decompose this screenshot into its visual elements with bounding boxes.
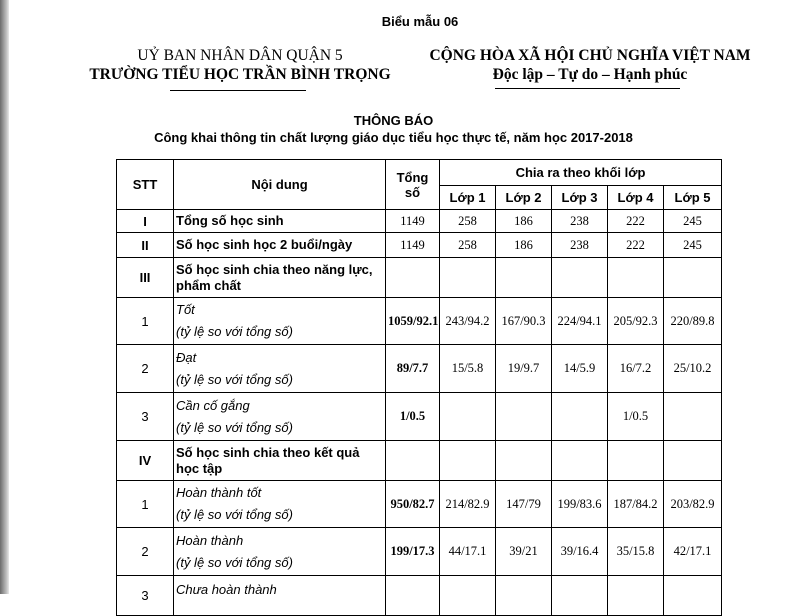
row-total: 950/82.7 bbox=[386, 481, 440, 528]
row-grade-value bbox=[496, 441, 552, 481]
row-label: Đạt bbox=[176, 349, 197, 365]
row-grade-value bbox=[552, 576, 608, 616]
row-grade-value: 186 bbox=[496, 233, 552, 258]
page-shadow bbox=[0, 0, 9, 594]
row-ratio-note: (tỷ lệ so với tổng số) bbox=[176, 419, 293, 435]
header-grade: Lớp 4 bbox=[608, 186, 664, 210]
row-total: 1059/92.1 bbox=[386, 298, 440, 345]
header-grade: Lớp 5 bbox=[664, 186, 722, 210]
school-name: TRƯỜNG TIỂU HỌC TRẦN BÌNH TRỌNG bbox=[89, 66, 391, 83]
row-content bbox=[174, 528, 386, 576]
row-content bbox=[174, 345, 386, 393]
header-grade: Lớp 3 bbox=[552, 186, 608, 210]
row-grade-value: 243/94.2 bbox=[440, 298, 496, 345]
table-row bbox=[117, 441, 722, 481]
row-grade-value: 147/79 bbox=[496, 481, 552, 528]
row-content bbox=[174, 258, 386, 298]
row-label: Số học sinh chia theo kết quả học tập bbox=[176, 444, 360, 476]
row-grade-value: 25/10.2 bbox=[664, 345, 722, 393]
row-total: 1149 bbox=[386, 233, 440, 258]
header-left bbox=[70, 46, 410, 84]
document-title: THÔNG BÁO bbox=[353, 113, 434, 128]
row-grade-value: 224/94.1 bbox=[552, 298, 608, 345]
row-grade-value bbox=[440, 393, 496, 441]
header-grade-group: Chia ra theo khối lớp bbox=[440, 160, 722, 186]
row-grade-value bbox=[664, 576, 722, 616]
header-grade: Lớp 2 bbox=[496, 186, 552, 210]
table-body bbox=[117, 210, 722, 616]
row-content bbox=[174, 298, 386, 345]
row-content bbox=[174, 481, 386, 528]
row-total: 89/7.7 bbox=[386, 345, 440, 393]
row-stt: IV bbox=[117, 441, 174, 481]
document-subtitle: Công khai thông tin chất lượng giáo dục tiểu học thực tế, năm học 2017-2018 bbox=[154, 130, 633, 145]
row-ratio-note: (tỷ lệ so với tổng số) bbox=[176, 554, 293, 570]
quality-table bbox=[116, 159, 722, 616]
row-grade-value bbox=[664, 258, 722, 298]
row-stt: 1 bbox=[117, 298, 174, 345]
row-stt: 2 bbox=[117, 345, 174, 393]
row-grade-value bbox=[664, 393, 722, 441]
table-row bbox=[117, 210, 722, 233]
row-label: Chưa hoàn thành bbox=[176, 582, 277, 597]
header-stt: STT bbox=[117, 160, 174, 210]
row-content bbox=[174, 576, 386, 616]
row-stt: 2 bbox=[117, 528, 174, 576]
table-row bbox=[117, 258, 722, 298]
row-total: 1/0.5 bbox=[386, 393, 440, 441]
header-content: Nội dung bbox=[174, 160, 386, 210]
row-grade-value bbox=[496, 576, 552, 616]
row-grade-value: 203/82.9 bbox=[664, 481, 722, 528]
row-content bbox=[174, 441, 386, 481]
row-grade-value bbox=[440, 576, 496, 616]
row-stt: I bbox=[117, 210, 174, 233]
row-label: Số học sinh chia theo năng lực, phẩm chất bbox=[176, 261, 373, 293]
table-row bbox=[117, 481, 722, 528]
row-grade-value bbox=[608, 441, 664, 481]
row-grade-value: 1/0.5 bbox=[608, 393, 664, 441]
table-row bbox=[117, 298, 722, 345]
row-grade-value: 238 bbox=[552, 233, 608, 258]
row-grade-value: 14/5.9 bbox=[552, 345, 608, 393]
row-total: 1149 bbox=[386, 210, 440, 233]
table-row bbox=[117, 528, 722, 576]
row-stt: 3 bbox=[117, 576, 174, 616]
row-total bbox=[386, 441, 440, 481]
row-stt: 3 bbox=[117, 393, 174, 441]
row-content bbox=[174, 210, 386, 233]
row-grade-value: 39/16.4 bbox=[552, 528, 608, 576]
row-total bbox=[386, 258, 440, 298]
row-grade-value: 42/17.1 bbox=[664, 528, 722, 576]
header-grade: Lớp 1 bbox=[440, 186, 496, 210]
row-grade-value: 220/89.8 bbox=[664, 298, 722, 345]
row-grade-value: 214/82.9 bbox=[440, 481, 496, 528]
row-grade-value bbox=[552, 258, 608, 298]
row-grade-value: 44/17.1 bbox=[440, 528, 496, 576]
row-label: Tốt bbox=[176, 302, 195, 317]
row-grade-value bbox=[496, 393, 552, 441]
row-grade-value: 222 bbox=[608, 210, 664, 233]
header-total: Tổng số bbox=[386, 160, 440, 210]
row-stt: 1 bbox=[117, 481, 174, 528]
row-grade-value: 15/5.8 bbox=[440, 345, 496, 393]
table-row bbox=[117, 576, 722, 616]
row-label: Số học sinh học 2 buổi/ngày bbox=[176, 237, 353, 252]
row-content bbox=[174, 393, 386, 441]
country-name: CỘNG HÒA XÃ HỘI CHỦ NGHĨA VIỆT NAM bbox=[429, 47, 751, 64]
row-grade-value: 245 bbox=[664, 233, 722, 258]
motto: Độc lập – Tự do – Hạnh phúc bbox=[492, 66, 688, 83]
row-stt: III bbox=[117, 258, 174, 298]
row-grade-value bbox=[664, 441, 722, 481]
row-grade-value: 245 bbox=[664, 210, 722, 233]
row-grade-value bbox=[552, 393, 608, 441]
row-grade-value: 258 bbox=[440, 210, 496, 233]
row-grade-value bbox=[552, 441, 608, 481]
header-right-divider bbox=[495, 88, 680, 89]
row-label: Hoàn thành bbox=[176, 532, 244, 548]
row-grade-value: 199/83.6 bbox=[552, 481, 608, 528]
row-grade-value: 35/15.8 bbox=[608, 528, 664, 576]
row-label: Hoàn thành tốt bbox=[176, 485, 262, 500]
table-row bbox=[117, 233, 722, 258]
row-grade-value bbox=[608, 576, 664, 616]
row-grade-value: 167/90.3 bbox=[496, 298, 552, 345]
row-label: Cần cố gắng bbox=[176, 397, 250, 413]
row-grade-value bbox=[440, 258, 496, 298]
row-ratio-note: (tỷ lệ so với tổng số) bbox=[176, 371, 293, 387]
row-grade-value bbox=[608, 258, 664, 298]
row-grade-value: 39/21 bbox=[496, 528, 552, 576]
row-grade-value: 19/9.7 bbox=[496, 345, 552, 393]
row-grade-value: 258 bbox=[440, 233, 496, 258]
table-row bbox=[117, 345, 722, 393]
row-label: Tổng số học sinh bbox=[176, 213, 284, 228]
row-grade-value: 16/7.2 bbox=[608, 345, 664, 393]
row-grade-value: 187/84.2 bbox=[608, 481, 664, 528]
row-grade-value: 238 bbox=[552, 210, 608, 233]
table-row bbox=[117, 393, 722, 441]
row-ratio-note: (tỷ lệ so với tổng số) bbox=[176, 324, 293, 339]
row-grade-value: 186 bbox=[496, 210, 552, 233]
header-left-divider bbox=[170, 90, 306, 91]
header-right bbox=[420, 46, 760, 84]
row-ratio-note: (tỷ lệ so với tổng số) bbox=[176, 507, 293, 522]
row-stt: II bbox=[117, 233, 174, 258]
district-name: UỶ BAN NHÂN DÂN QUẬN 5 bbox=[137, 47, 343, 64]
row-grade-value bbox=[496, 258, 552, 298]
row-grade-value bbox=[440, 441, 496, 481]
row-total bbox=[386, 576, 440, 616]
form-code: Biểu mẫu 06 bbox=[381, 14, 459, 29]
row-content bbox=[174, 233, 386, 258]
row-grade-value: 222 bbox=[608, 233, 664, 258]
row-grade-value: 205/92.3 bbox=[608, 298, 664, 345]
row-total: 199/17.3 bbox=[386, 528, 440, 576]
